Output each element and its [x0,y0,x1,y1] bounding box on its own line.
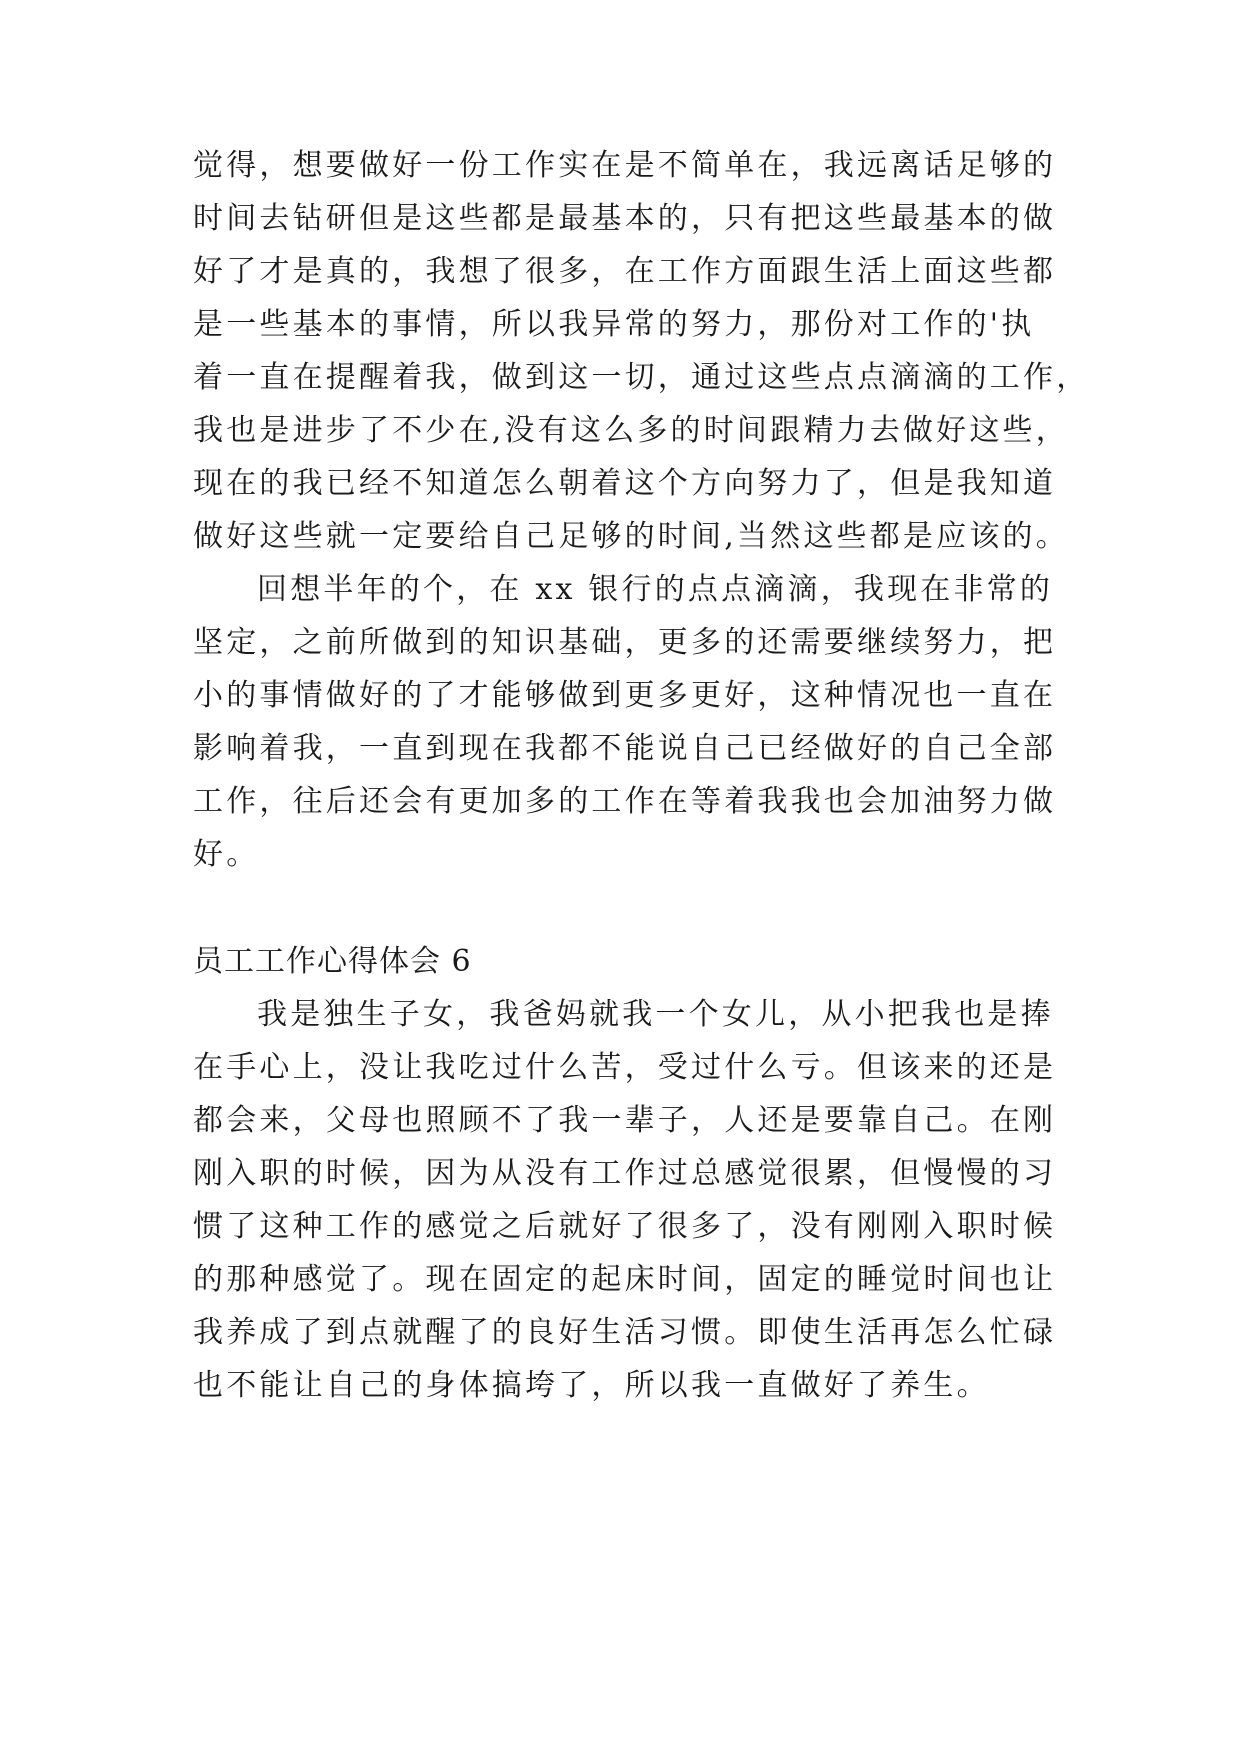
text-line: 觉得，想要做好一份工作实在是不简单在，我远离话足够的 [193,148,1057,183]
text-line: 惯了这种工作的感觉之后就好了很多了，没有刚刚入职时候 [193,1209,1057,1244]
section-heading: 员工工作心得体会 6 [193,944,472,979]
text-line: 刚入职的时候，因为从没有工作过总感觉很累，但慢慢的习 [193,1156,1057,1191]
text-line: 做好这些就一定要给自己足够的时间,当然这些都是应该的。 [193,519,1069,554]
text-line: 都会来，父母也照顾不了我一辈子，人还是要靠自己。在刚 [193,1103,1057,1138]
text-line: 坚定，之前所做到的知识基础，更多的还需要继续努力，把 [193,625,1057,660]
text-line: 回想半年的个，在 xx 银行的点点滴滴，我现在非常的 [257,572,1054,607]
text-line: 工作，往后还会有更加多的工作在等着我我也会加油努力做 [193,784,1057,819]
text-line: 小的事情做好的了才能够做到更多更好，这种情况也一直在 [193,678,1057,713]
text-line: 好。 [193,837,260,872]
text-line: 也不能让自己的身体搞垮了，所以我一直做好了养生。 [193,1368,990,1403]
text-line: 现在的我已经不知道怎么朝着这个方向努力了，但是我知道 [193,466,1057,501]
text-line: 着一直在提醒着我，做到这一切，通过这些点点滴滴的工作， [193,360,1090,395]
text-line: 时间去钻研但是这些都是最基本的，只有把这些最基本的做 [193,201,1057,236]
text-line: 好了才是真的，我想了很多，在工作方面跟生活上面这些都 [193,254,1057,289]
text-line: 我养成了到点就醒了的良好生活习惯。即使生活再怎么忙碌 [193,1315,1057,1350]
text-line: 的那种感觉了。现在固定的起床时间，固定的睡觉时间也让 [193,1262,1057,1297]
text-line: 在手心上，没让我吃过什么苦，受过什么亏。但该来的还是 [193,1050,1057,1085]
text-line: 我是独生子女，我爸妈就我一个女儿，从小把我也是捧 [257,997,1054,1032]
text-line: 是一些基本的事情，所以我异常的努力，那份对工作的'执 [193,307,1035,342]
text-line: 影响着我，一直到现在我都不能说自己已经做好的自己全部 [193,731,1057,766]
text-line: 我也是进步了不少在,没有这么多的时间跟精力去做好这些， [193,413,1069,448]
